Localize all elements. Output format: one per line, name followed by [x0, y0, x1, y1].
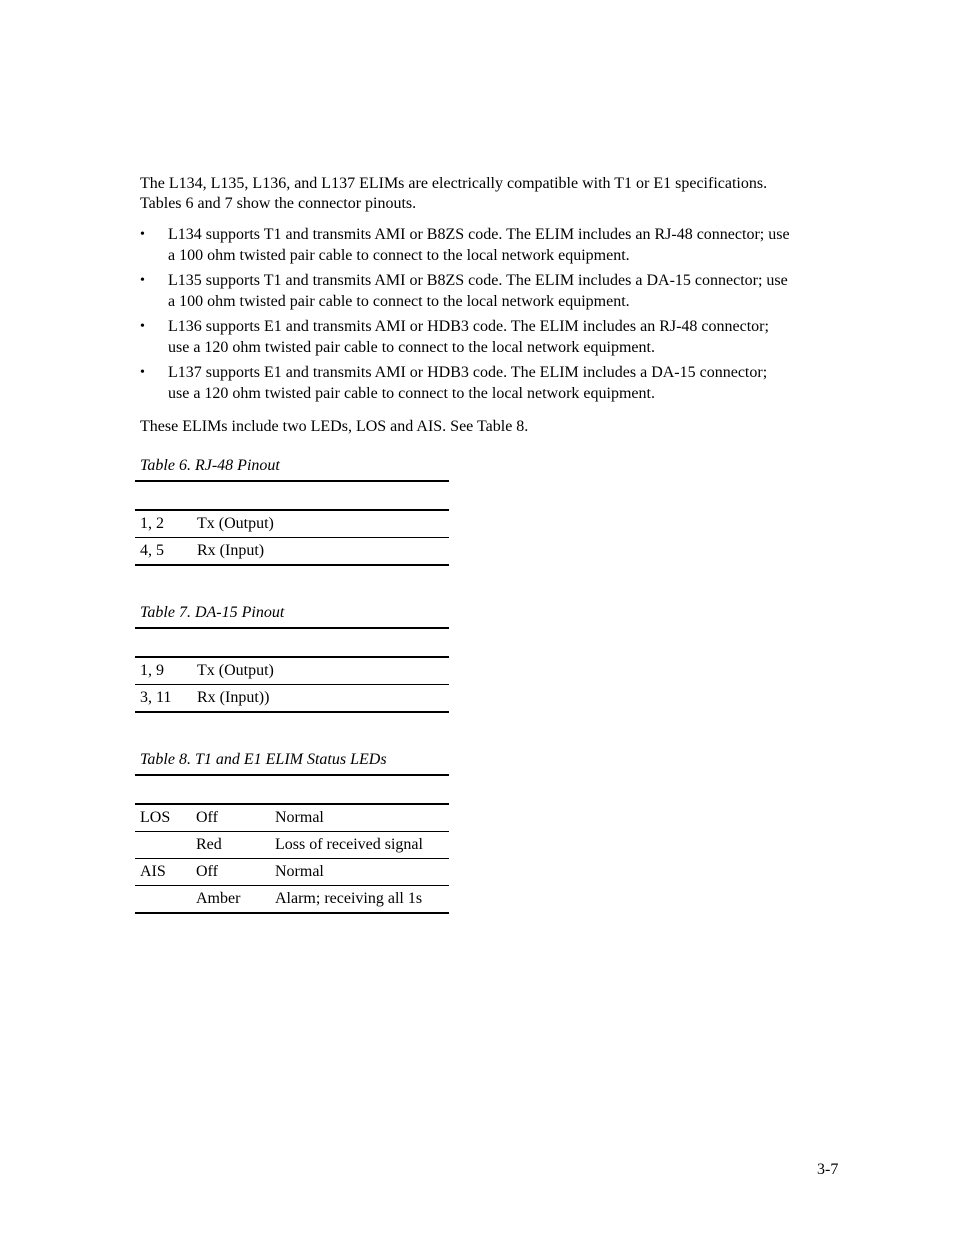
table-row — [135, 886, 449, 914]
table-header-row — [135, 775, 449, 804]
signal-cell: Tx (Output) — [192, 657, 449, 685]
intro-line-2: Tables 6 and 7 show the connector pinouts. — [140, 195, 417, 212]
led-cell: LOS — [135, 804, 191, 832]
state-cell: Red — [191, 832, 270, 859]
table7-caption: Table 7. DA-15 Pinout — [140, 604, 285, 621]
list-item-line-1: L135 supports T1 and transmits AMI or B8ZS code. The ELIM includes a DA-15 connector; use — [168, 272, 788, 289]
bullet-icon: • — [140, 319, 145, 334]
list-item-line-2: a 100 ohm twisted pair cable to connect to the local network equipment. — [168, 293, 630, 310]
list-item-line-1: L137 supports E1 and transmits AMI or HDB3 code. The ELIM includes a DA-15 connector; — [168, 364, 768, 381]
signal-cell: Tx (Output) — [192, 510, 449, 538]
table-header-row — [135, 628, 449, 657]
intro-line-1: The L134, L135, L136, and L137 ELIMs are electrically compatible with T1 or E1 specifications. — [140, 175, 768, 192]
table8-status-leds — [135, 774, 449, 914]
signal-cell: Rx (Input) — [192, 538, 449, 566]
led-cell — [135, 886, 191, 914]
list-item-line-2: use a 120 ohm twisted pair cable to connect to the local network equipment. — [168, 339, 655, 356]
signal-cell: Rx (Input)) — [192, 685, 449, 713]
table-row — [135, 510, 449, 538]
table-row — [135, 685, 449, 713]
table-row — [135, 657, 449, 685]
state-cell: Off — [191, 859, 270, 886]
meaning-cell: Loss of received signal — [270, 832, 449, 859]
led-cell: AIS — [135, 859, 191, 886]
bullet-icon: • — [140, 365, 145, 380]
table7-da15-pinout — [135, 627, 449, 713]
list-item-line-1: L134 supports T1 and transmits AMI or B8ZS code. The ELIM includes an RJ-48 connector; use — [168, 226, 790, 243]
table-row — [135, 832, 449, 859]
table-row — [135, 804, 449, 832]
list-item — [140, 270, 846, 312]
list-item — [140, 316, 846, 358]
meaning-cell: Alarm; receiving all 1s — [270, 886, 449, 914]
intro-paragraph — [140, 174, 840, 214]
list-item-line-1: L136 supports E1 and transmits AMI or HDB3 code. The ELIM includes an RJ-48 connector; — [168, 318, 769, 335]
table8-caption: Table 8. T1 and E1 ELIM Status LEDs — [140, 751, 387, 768]
pin-cell: 4, 5 — [135, 538, 192, 566]
meaning-cell: Normal — [270, 804, 449, 832]
list-item-line-2: use a 120 ohm twisted pair cable to connect to the local network equipment. — [168, 385, 655, 402]
list-item — [140, 362, 846, 404]
bullet-icon: • — [140, 273, 145, 288]
page-number: 3-7 — [817, 1161, 839, 1178]
leds-paragraph: These ELIMs include two LEDs, LOS and AIS. See Table 8. — [140, 418, 529, 435]
list-item-line-2: a 100 ohm twisted pair cable to connect to the local network equipment. — [168, 247, 630, 264]
table6-caption: Table 6. RJ-48 Pinout — [140, 457, 280, 474]
led-cell — [135, 832, 191, 859]
list-item — [140, 224, 846, 266]
table-row — [135, 859, 449, 886]
table6-rj48-pinout — [135, 480, 449, 566]
pin-cell: 3, 11 — [135, 685, 192, 713]
bullet-icon: • — [140, 227, 145, 242]
table-row — [135, 538, 449, 566]
meaning-cell: Normal — [270, 859, 449, 886]
elim-bullet-list — [140, 224, 846, 408]
state-cell: Amber — [191, 886, 270, 914]
pin-cell: 1, 9 — [135, 657, 192, 685]
state-cell: Off — [191, 804, 270, 832]
pin-cell: 1, 2 — [135, 510, 192, 538]
table-header-row — [135, 481, 449, 510]
